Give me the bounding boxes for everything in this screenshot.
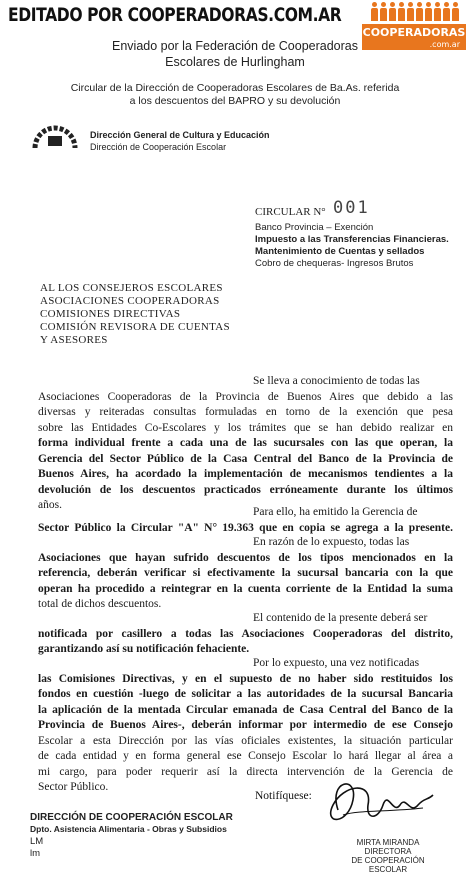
- text-line: Sector Público.: [38, 781, 109, 793]
- description-line-1: Circular de la Dirección de Cooperadoras Escolares de Ba.As. referida: [70, 82, 400, 94]
- text-line: Provincia de Buenos Aires-, deberán informar por intermedio de ese Consejo: [38, 719, 453, 731]
- text-line: sobre las Entidades Co-Escolares y los trámites que se han debido realizar en: [38, 421, 453, 434]
- text-line: mi cargo, para poder requerir así la directa intervención de la Gerencia de: [38, 765, 453, 778]
- text-line: forma individual frente a cada una de las sucursales con las que operan, la: [38, 437, 453, 449]
- notify-label: Notifíquese:: [255, 790, 312, 802]
- text-line: operan ha procedido a reintegrar en la cuenta corriente de la Entidad la suma: [38, 582, 453, 595]
- text-line: garantizando así su notificación fehaciente.: [38, 643, 250, 655]
- letterhead-line-2: Dirección de Cooperación Escolar: [90, 142, 227, 152]
- addressee-line: COMISIONES DIRECTIVAS: [40, 308, 181, 320]
- text-line: Para ello, ha emitido la Gerencia de: [253, 506, 418, 518]
- text-line: las Comisiones Directivas, y en el supuesto de no haber sido restituidos los: [38, 672, 453, 685]
- text-line: referencia, deberán verificar si efectivamente la sucursal bancaria con la que: [38, 567, 453, 579]
- text-line: En razón de lo expuesto, todas las: [253, 536, 410, 548]
- description-line-2: a los descuentos del BAPRO y su devolución: [129, 95, 341, 107]
- province-seal-icon: [30, 120, 80, 150]
- paragraph-4: [38, 611, 453, 658]
- edited-by-banner: EDITADO POR COOPERADORAS.COM.AR: [8, 4, 342, 26]
- signer-block: [348, 838, 428, 874]
- logo-domain: .com.ar: [362, 40, 466, 50]
- addressee-line: COMISIÓN REVISORA DE CUENTAS: [40, 321, 230, 333]
- addressee-line: Y ASESORES: [40, 334, 108, 346]
- text-line: total de dichos descuentos.: [38, 598, 162, 610]
- addressee-line: ASOCIACIONES COOPERADORAS: [40, 295, 220, 307]
- text-line: El contenido de la presente deberá ser: [253, 612, 428, 624]
- footer-initials: LM: [30, 836, 44, 847]
- text-line: Por lo expuesto, una vez notificadas: [253, 657, 420, 669]
- handwritten-signature-icon: [318, 770, 438, 840]
- subject-line: Impuesto a las Transferencias Financieras.: [255, 234, 449, 245]
- text-line: devolución de los descuentos practicados erróneamente durante los últimos: [38, 483, 453, 496]
- paragraph-2: [38, 505, 453, 536]
- subject-line: Cobro de chequeras- Ingresos Brutos: [255, 258, 414, 269]
- footer-department: Dpto. Asistencia Alimentaria - Obras y Subsidios: [30, 824, 227, 834]
- text-line: Gerencia del Sector Público de la Casa Central del Banco de la Provincia de: [38, 452, 453, 465]
- circular-number: 001: [333, 198, 370, 218]
- text-line: fondos en cuestión -luego de solicitar a las autoridades de la sucursal Bancaria: [38, 688, 453, 700]
- text-line: Buenos Aires, ha acordado la implementación de mecanismos tendientes a la: [38, 468, 453, 480]
- letterhead-line-1: Dirección General de Cultura y Educación: [90, 130, 270, 140]
- circular-label: CIRCULAR N°: [255, 206, 326, 218]
- paragraph-3: [38, 535, 453, 613]
- signer-title: DIRECTORA: [364, 847, 412, 856]
- logo-word: COOPERADORAS: [362, 26, 466, 39]
- signer-name: MIRTA MIRANDA: [356, 838, 420, 847]
- text-line: Asociaciones que hayan sufrido descuentos de los tipos mencionados en la: [38, 551, 453, 564]
- text-line: Se lleva a conocimiento de todas las: [253, 375, 420, 387]
- people-icon: [362, 2, 466, 24]
- text-line: notificada por casillero a todas las Asociaciones Cooperadoras del distrito,: [38, 627, 453, 640]
- text-line: la aplicación de la mentada Circular emanada de Casa Central del Banco de la: [38, 703, 453, 716]
- text-line: de cada entidad y en forma general ese Consejo Escolar lo hará llegar al área a: [38, 750, 453, 762]
- footer-initials-lower: lm: [30, 848, 41, 859]
- text-line: años.: [38, 499, 62, 511]
- subject-line: Mantenimiento de Cuentas y sellados: [255, 246, 425, 257]
- sent-by-line-1: Enviado por la Federación de Cooperadoras: [112, 39, 358, 53]
- signer-office: DE COOPERACIÓN ESCOLAR: [351, 856, 425, 874]
- subject-line: Banco Provincia – Exención: [255, 222, 374, 233]
- paragraph-1: [38, 374, 453, 514]
- text-line: Escolar a esta Dirección por las vías oficiales existentes, la situación particular: [38, 734, 453, 747]
- text-line: diversas y reiteradas consultas formuladas en torno de la exención que pesa: [38, 406, 453, 418]
- text-line: Sector Público la Circular "A" N° 19.363 que en copia se agrega a la presente.: [38, 521, 453, 534]
- text-line: Asociaciones Cooperadoras de la Provincia de Buenos Aires que debido a las: [38, 390, 453, 403]
- footer-direction: DIRECCIÓN DE COOPERACIÓN ESCOLAR: [30, 812, 233, 823]
- sent-by-line-2: Escolares de Hurlingham: [165, 55, 305, 69]
- addressee-line: AL LOS CONSEJEROS ESCOLARES: [40, 282, 223, 294]
